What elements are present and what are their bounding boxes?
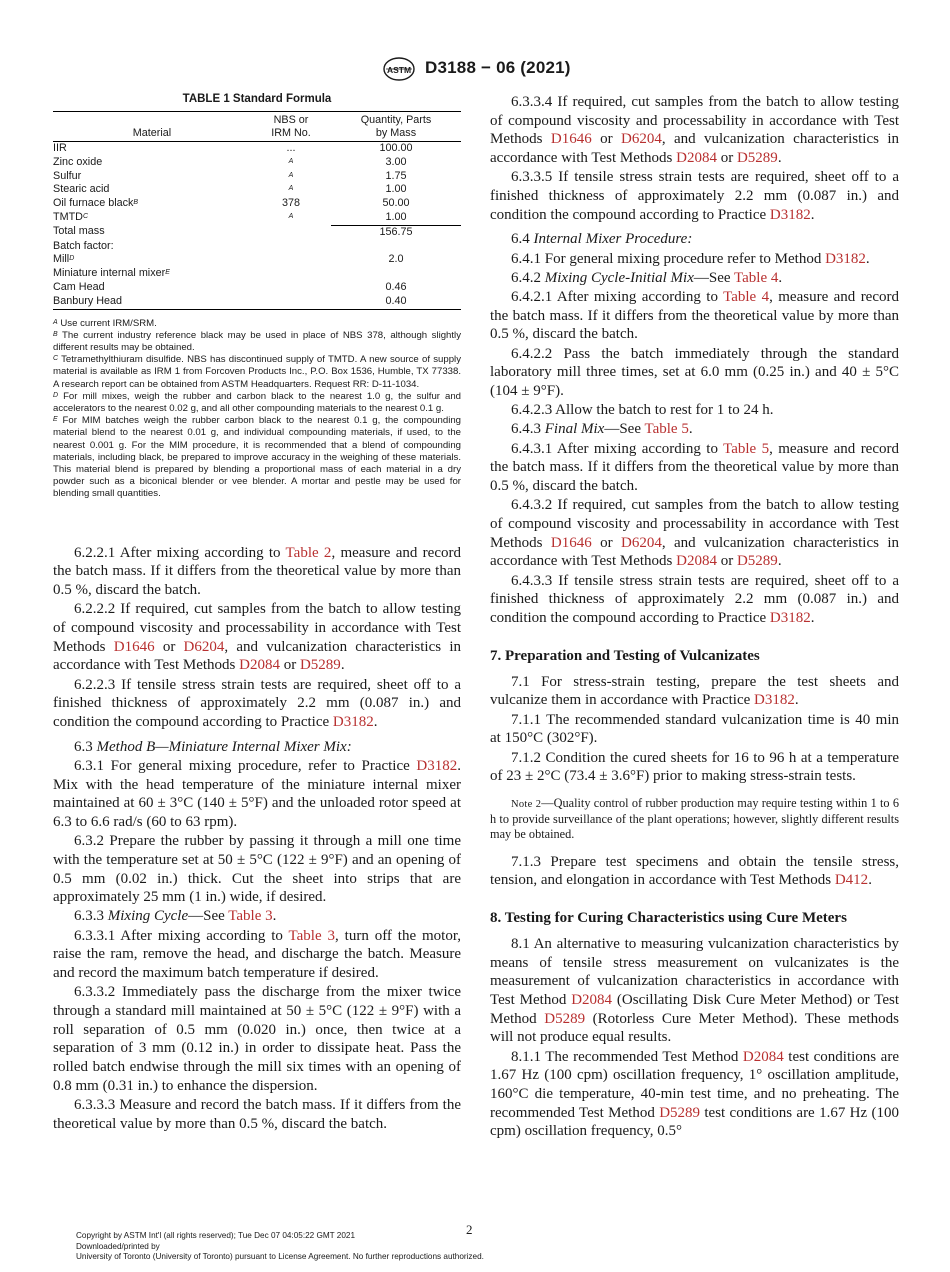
para-6-2-2-3: 6.2.2.3 If tensile stress strain tests are required, sheet off to a finished thickness of approximately 2.2 mm (0.087 in.) and condition the compound according to Practice D3182.	[53, 676, 461, 730]
table-row	[53, 170, 461, 184]
footnote: $^A$ Use current IRM/SRM.	[53, 317, 157, 329]
footnote-ref: A	[288, 157, 294, 165]
cell-nbs	[251, 211, 331, 225]
table-row	[53, 183, 461, 197]
cell-quantity: 3.00	[385, 155, 407, 168]
cell-material: Cam Head	[53, 280, 105, 293]
copyright-line: Copyright by ASTM Int'l (all rights reserved); Tue Dec 07 04:05:22 GMT 2021	[76, 1231, 356, 1240]
para-6-4: 6.4 Internal Mixer Procedure:	[511, 231, 693, 248]
table-row	[53, 225, 461, 239]
license-line: University of Toronto (University of Toronto) pursuant to License Agreement. No further reproductions authorized.	[76, 1252, 484, 1262]
link-d3182[interactable]: D3182	[769, 206, 811, 223]
cell-material: Miniature internal mixer$^E$	[53, 267, 170, 280]
table-row	[53, 281, 461, 295]
link-d2084[interactable]: D2084	[742, 1048, 784, 1065]
link-table-4[interactable]: Table 4	[723, 289, 770, 306]
link-table-5[interactable]: Table 5	[723, 440, 770, 457]
footnote-ref: E	[165, 269, 170, 277]
link-d5289[interactable]: D5289	[659, 1104, 701, 1121]
standard-formula-table	[53, 111, 461, 310]
link-d6204[interactable]: D6204	[183, 638, 225, 655]
para-6-4-1: 6.4.1 For general mixing procedure refer to Method D3182.	[511, 250, 870, 267]
para-6-2-2-2: 6.2.2.2 If required, cut samples from the batch to allow testing of compound viscosity and processability in accordance with Test Methods D1646 or D6204, and vulcanization characteristics in accordance with Test Methods D2084 or D5289.	[53, 601, 461, 674]
link-d3182[interactable]: D3182	[332, 713, 374, 730]
link-d5289[interactable]: D5289	[544, 1010, 586, 1027]
footnote-ref: A	[288, 185, 294, 193]
para-6-3-3-1: 6.3.3.1 After mixing according to Table 3, turn off the motor, raise the ram, remove the head, and discharge the batch. Measure and record the maximum batch temperature if desired.	[53, 927, 461, 982]
cell-quantity: 1.00	[385, 183, 407, 196]
link-d6204[interactable]: D6204	[620, 131, 662, 148]
table-row	[53, 211, 461, 225]
footnote-ref: C	[82, 212, 89, 220]
para-6-3-3-2: 6.3.3.2 Immediately pass the discharge from the mixer twice through a standard mill maintained at 50 ± 5°C (122 ± 9°F) with a roll separation of 0.5 mm (0.020 in.) once, then twice at a separation of 3 mm (0.12 in.) in order to dissipate heat. Pass the rolled batch endwise through the mill six times with an opening of 0.8 mm (0.31 in.) to enhance the dispersion.	[53, 984, 461, 1094]
downloaded-line: Downloaded/printed by	[76, 1241, 160, 1251]
cell-quantity: 100.00	[379, 142, 413, 154]
link-d1646[interactable]: D1646	[113, 638, 155, 655]
col-header-nbs: NBS or IRM No.	[251, 112, 331, 142]
cell-nbs	[251, 240, 331, 254]
para-6-4-2-1: 6.4.2.1 After mixing according to Table 4, measure and record the batch mass. If it differs from the theoretical value by more than 0.5 %, discard the batch.	[490, 289, 899, 343]
cell-nbs	[251, 253, 331, 267]
page-header	[0, 56, 950, 86]
link-table-3[interactable]: Table 3	[228, 908, 273, 925]
cell-quantity: 1.75	[385, 169, 407, 182]
link-table-5[interactable]: Table 5	[644, 421, 689, 438]
para-6-2-2-1: 6.2.2.1 After mixing according to Table 2, measure and record the batch mass. If it differs from the theoretical value by more than 0.5 %, discard the batch.	[53, 544, 461, 599]
astm-logo-icon	[381, 56, 417, 82]
cell-nbs	[251, 267, 331, 281]
link-d3182[interactable]: D3182	[769, 609, 811, 626]
para-6-3-3: 6.3.3 Mixing Cycle—See Table 3.	[74, 908, 277, 925]
cell-material: IIR	[53, 142, 67, 154]
cell-quantity: 50.00	[382, 197, 410, 210]
table-row	[53, 197, 461, 211]
cell-quantity: 0.46	[385, 280, 407, 293]
table-row	[53, 240, 461, 254]
document-title: D3188 − 06 (2021)	[425, 58, 571, 77]
link-d5289[interactable]: D5289	[299, 657, 341, 674]
footnote-ref: A	[288, 212, 294, 220]
cell-material: Total mass	[53, 225, 105, 238]
para-6-3-3-4: 6.3.3.4 If required, cut samples from the batch to allow testing of compound viscosity and processability in accordance with Test Methods D1646 or D6204, and vulcanization characteristics in accordance with Test Methods D2084 or D5289.	[490, 94, 899, 167]
link-d5289[interactable]: D5289	[736, 150, 778, 167]
copyright-footer	[76, 1231, 484, 1263]
cell-material: Zinc oxide	[53, 155, 103, 168]
para-6-4-3-2: 6.4.3.2 If required, cut samples from the batch to allow testing of compound viscosity and processability in accordance with Test Methods D1646 or D6204, and vulcanization characteristics in accordance with Test Methods D2084 or D5289.	[490, 497, 899, 570]
cell-nbs	[251, 156, 331, 170]
note-2: Note 2—Quality control of rubber production may require testing within 1 to 6 h to provide surveillance of the plant operations; however, slightly different results may be obtained.	[490, 795, 899, 842]
para-8-1: 8.1 An alternative to measuring vulcanization characteristics by means of tensile stress measurement on vulcanizates is the measurement of vulcanization characteristics in accordance with Test Method D2084 (Oscillating Disk Cure Meter Method) or Test Method D5289 (Rotorless Cure Meter Method). These methods will not produce equal results.	[490, 935, 899, 1046]
cell-material: Sulfur	[53, 169, 82, 182]
link-d3182[interactable]: D3182	[416, 757, 458, 774]
footnote: $^C$ Tetramethylthiuram disulfide. NBS has discontinued supply of TMTD. A new source of supply material is available as IRM 1 from Forcoven Products Inc., P.O. Box 1536, Humble, TX 77338. A research report can be obtained from ASTM Headquarters. Request RR: D-11-1034.	[53, 354, 461, 390]
table-footnotes	[53, 318, 461, 501]
link-d3182[interactable]: D3182	[754, 692, 795, 709]
table-row	[53, 267, 461, 281]
cell-material: Oil furnace black$^B$	[53, 197, 139, 210]
link-d2084[interactable]: D2084	[676, 150, 717, 167]
link-d5289[interactable]: D5289	[736, 553, 778, 570]
link-d6204[interactable]: D6204	[620, 534, 662, 551]
cell-material: Stearic acid	[53, 183, 110, 196]
cell-nbs	[251, 295, 331, 309]
link-table-3[interactable]: Table 3	[288, 927, 336, 944]
cell-nbs	[251, 225, 331, 239]
left-column	[53, 93, 461, 1134]
para-6-3: 6.3 Method B—Miniature Internal Mixer Mix:	[74, 738, 352, 755]
link-table-4[interactable]: Table 4	[734, 269, 779, 286]
link-d412[interactable]: D412	[834, 872, 869, 889]
link-d2084[interactable]: D2084	[676, 553, 717, 570]
page-number: 2	[466, 1222, 473, 1237]
footnote: $^B$ The current industry reference black may be used in place of NBS 378, although slightly different results may be obtained.	[53, 329, 461, 353]
cell-nbs	[251, 183, 331, 197]
cell-material: Mill$^D$	[53, 253, 75, 266]
para-6-4-2-3: 6.4.2.3 Allow the batch to rest for 1 to 24 h.	[511, 402, 774, 419]
cell-quantity: 2.0	[388, 253, 404, 266]
link-d3182[interactable]: D3182	[825, 250, 866, 267]
table-row	[53, 295, 461, 309]
col-header-quantity: Quantity, Parts by Mass	[331, 112, 461, 142]
cell-quantity	[331, 267, 461, 281]
table-row	[53, 156, 461, 170]
section-8-heading: 8. Testing for Curing Characteristics using Cure Meters	[490, 909, 847, 926]
para-6-4-3: 6.4.3 Final Mix—See Table 5.	[511, 421, 693, 438]
para-7-1: 7.1 For stress-strain testing, prepare the test sheets and vulcanize them in accordance with Practice D3182.	[490, 673, 899, 709]
cell-quantity: 1.00	[385, 210, 407, 223]
cell-quantity: 156.75	[331, 225, 461, 239]
link-d1646[interactable]: D1646	[550, 131, 592, 148]
para-6-3-3-5: 6.3.3.5 If tensile stress strain tests are required, sheet off to a finished thickness of approximately 2.2 mm (0.087 in.) and condition the compound according to Practice D3182.	[490, 169, 899, 223]
cell-nbs: 378	[281, 197, 300, 210]
table-caption: TABLE 1 Standard Formula	[182, 93, 332, 105]
footnote: $^E$ For MIM batches weigh the rubber carbon black to the nearest 0.1 g, the compounding material blend to the nearest 0.01 g, and individual compounding materials, if used, to the nearest 0.001 g. For the MIM procedure, it is recommended that a blend of compounding materials, including black, be prepared to improve accuracy in the weighing of these materials. This material blend is prepared by blending a proportional mass of each material in a dry powder such as a biconical blender or vee blender. A mortar and pestle may be used for blending small quantities.	[53, 415, 461, 500]
table-row	[53, 253, 461, 267]
cell-nbs	[251, 170, 331, 184]
para-6-4-3-3: 6.4.3.3 If tensile stress strain tests are required, sheet off to a finished thickness of approximately 2.2 mm (0.087 in.) and condition the compound according to Practice D3182.	[490, 572, 899, 626]
cell-material: Batch factor:	[53, 239, 114, 252]
footnote-ref: A	[288, 171, 294, 179]
para-7-1-1: 7.1.1 The recommended standard vulcanization time is 40 min at 150°C (302°F).	[490, 711, 899, 747]
right-column	[490, 93, 899, 1142]
link-d1646[interactable]: D1646	[550, 534, 592, 551]
cell-material: Banbury Head	[53, 294, 123, 307]
para-8-1-1: 8.1.1 The recommended Test Method D2084 test conditions are 1.67 Hz (100 cpm) oscillation frequency, 1° oscillation amplitude, 160°C die temperature, 40-min test time, and no preheating. The recommended Test Method D5289 test conditions are 1.67 Hz (100 cpm) oscillation frequency, 0.5°	[490, 1048, 899, 1140]
link-d2084[interactable]: D2084	[239, 657, 280, 674]
link-table-2[interactable]: Table 2	[285, 544, 332, 561]
para-6-4-2: 6.4.2 Mixing Cycle-Initial Mix—See Table 4.	[511, 269, 783, 286]
section-7-heading: 7. Preparation and Testing of Vulcanizates	[490, 647, 760, 664]
para-6-4-2-2: 6.4.2.2 Pass the batch immediately through the standard laboratory mill three times, set at 6.0 mm (0.25 in.) and 40 ± 5°C (104 ± 9°F).	[490, 345, 899, 400]
para-7-1-2: 7.1.2 Condition the cured sheets for 16 to 96 h at a temperature of 23 ± 2°C (73.4 ± 3.6°F) prior to making stress-strain tests.	[490, 749, 899, 785]
cell-nbs	[251, 281, 331, 295]
para-6-3-3-3: 6.3.3.3 Measure and record the batch mass. If it differs from the theoretical value by more than 0.5 %, discard the batch.	[53, 1097, 461, 1132]
cell-quantity: 0.40	[385, 294, 407, 307]
svg-text:ASTM: ASTM	[386, 65, 412, 75]
left-body-text	[53, 544, 461, 1134]
link-d2084[interactable]: D2084	[571, 992, 613, 1009]
footnote-ref: D	[69, 255, 75, 263]
footnote: $^D$ For mill mixes, weigh the rubber and carbon black to the nearest 1.0 g, the sulfur and accelerators to the nearest 0.02 g, and all other compounding materials to the nearest 0.1 g.	[53, 390, 461, 414]
para-7-1-3: 7.1.3 Prepare test specimens and obtain the tensile stress, tension, and elongation in accordance with Test Methods D412.	[490, 853, 899, 889]
para-6-3-2: 6.3.2 Prepare the rubber by passing it through a mill one time with the temperature set at 50 ± 5°C (122 ± 9°F) and an opening of 0.5 mm (0.02 in.) thick. Cut the sheet into strips that are approximately 25 mm (1 in.) wide, if desired.	[53, 833, 461, 906]
cell-quantity	[331, 240, 461, 254]
para-6-3-1: 6.3.1 For general mixing procedure, refer to Practice D3182. Mix with the head temperature of the miniature internal mixer maintained at 60 ± 3°C (140 ± 5°F) and the unloaded rotor speed at 6.3 to 6.6 rad/s (60 to 63 rpm).	[53, 757, 461, 830]
cell-material: TMTD$^C$	[53, 210, 89, 223]
col-header-material: Material	[53, 112, 251, 142]
para-6-4-3-1: 6.4.3.1 After mixing according to Table 5, measure and record the batch mass. If it differs from the theoretical value by more than 0.5 %, discard the batch.	[490, 440, 899, 495]
table-row	[53, 142, 461, 156]
cell-nbs: ...	[286, 142, 296, 154]
footnote-ref: B	[133, 199, 139, 207]
